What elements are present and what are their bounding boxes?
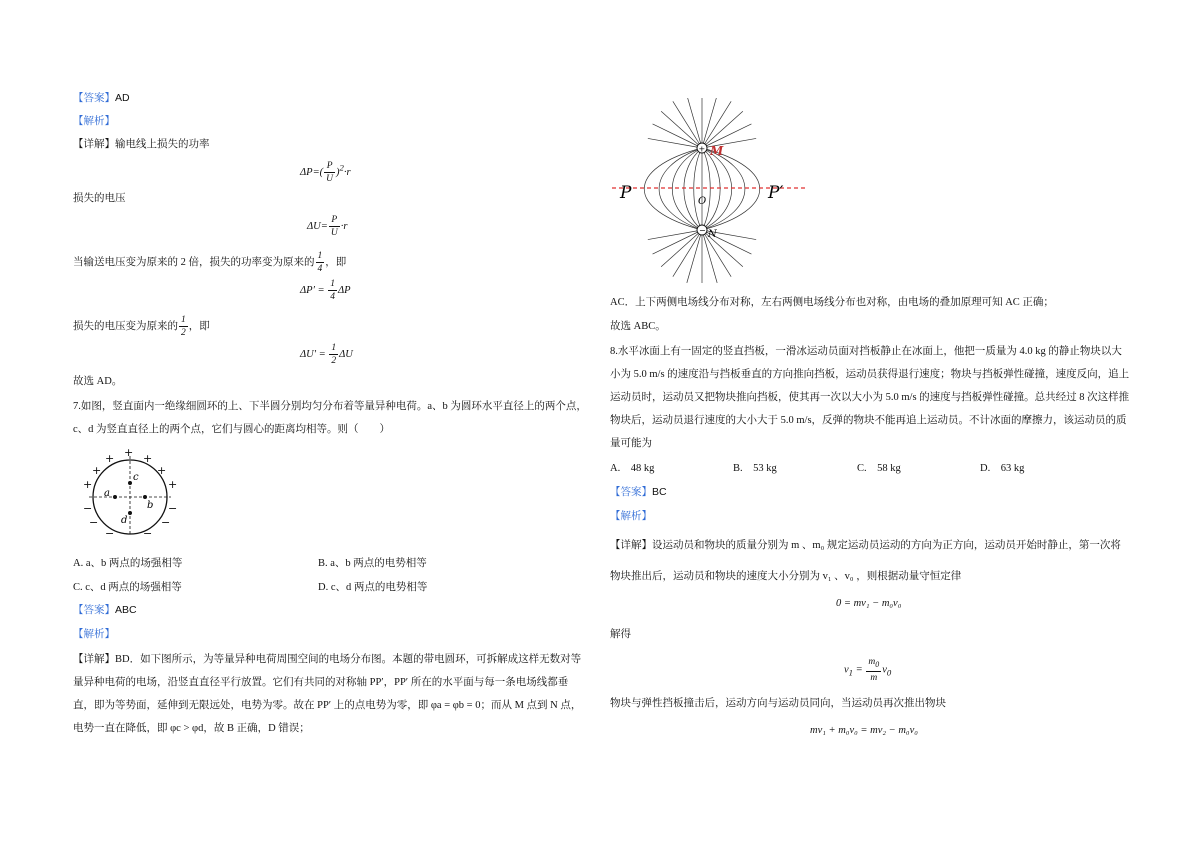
conclusion-2: 故选 ABC。	[610, 321, 666, 332]
detail-tag: 【详解】	[610, 540, 652, 551]
answer-tag: 【答案】	[73, 604, 115, 616]
equation-power-loss: ΔP=( $\frac{P}{U}$ )$^2$·r	[300, 161, 351, 184]
svg-text:+: +	[157, 464, 167, 477]
detail-1	[73, 136, 210, 154]
label-N: N	[708, 229, 717, 240]
text-voltage-loss: 损失的电压	[73, 193, 126, 204]
electric-field-diagram	[610, 98, 810, 283]
equation-momentum-1: 0 = mv₁ − m₀v₀	[836, 598, 902, 609]
detail-text: BD．如下图所示，为等量异种电荷周围空间的电场分布图。本题的带电圆环，可拆解成这样无数对等量异种电荷的电场，沿竖直直径平行放置。它们有共同的对称轴 PP′，PP′ 所在的水平面与每一条电场线都垂直，即为等势面，延伸到无限远处，电势为零。故在 PP′ 上的点电势为零，即 φa = φb = 0；而从 M 点到 N 点，电势一直在降低，即 φc > φd，故 B 正确，D 错误；	[73, 654, 582, 734]
svg-text:−: −	[161, 516, 171, 529]
detail-2	[73, 648, 588, 740]
option-7b: B. a、b 两点的电势相等	[318, 558, 427, 569]
svg-text:−: −	[89, 516, 99, 529]
svg-text:+: +	[83, 478, 93, 491]
answer-1	[73, 89, 130, 108]
equation-voltage-loss: ΔU= $\frac{P}{U}$ ·r	[307, 215, 348, 238]
text-voltage-change: 损失的电压变为原来的 $\frac{1}{2}$ ，即	[73, 315, 210, 338]
question-7-text: 7.如图，竖直面内一绝缘细圆环的上、下半圆分别均匀分布着等量异种电荷。a、b 为圆环水平直径上的两个点，c、d 为竖直直径上的两个点，它们与圆心的距离均相等。则（ ）	[73, 401, 587, 435]
option-7a: A. a、b 两点的场强相等	[73, 558, 183, 569]
text-solve: 解得	[610, 629, 631, 640]
svg-text:−: −	[83, 502, 93, 515]
option-8b: B. 53 kg	[733, 463, 777, 474]
label-b: b	[147, 500, 154, 511]
answer-tag: 【答案】	[73, 92, 115, 104]
answer-value: ABC	[115, 604, 137, 616]
answer-value: AD	[115, 92, 130, 104]
analysis-tag-1: 【解析】	[73, 115, 115, 127]
question-8-text: 8.水平冰面上有一固定的竖直挡板，一滑冰运动员面对挡板静止在冰面上，他把一质量为 4.0 kg 的静止物块以大小为 5.0 m/s 的速度沿与挡板垂直的方向推向挡板，运动员获得退行速度；物块与挡板弹性碰撞，速度反向，追上运动员时，运动员又把物块推向挡板，使其再一次以大小为 5.0 m/s 的速度与挡板弹性碰撞。总共经过 8 次这样推物块后，运动员退行速度的大小大于 5.0 m/s，反弹的物块不能再追上运动员。不计冰面的摩擦力，该运动员的质量可能为	[610, 346, 1130, 449]
option-8a: A. 48 kg	[610, 463, 655, 474]
analysis-tag-3: 【解析】	[610, 510, 652, 522]
svg-text:+: +	[105, 452, 115, 465]
svg-text:−: −	[143, 527, 153, 538]
label-P-prime: P′	[768, 183, 784, 203]
option-7c: C. c、d 两点的场强相等	[73, 582, 182, 593]
svg-text:+: +	[124, 448, 134, 459]
equation-new-voltage: ΔU′ = $\frac{1}{2}$ ΔU	[300, 343, 353, 366]
label-a: a	[104, 488, 110, 499]
detail-tag: 【详解】	[73, 139, 115, 150]
svg-text:+: +	[92, 464, 102, 477]
text-power-change: 当输送电压变为原来的 2 倍，损失的功率变为原来的 $\frac{1}{4}$ ，即	[73, 251, 347, 274]
detail-3	[610, 530, 1130, 592]
charged-ring-diagram	[75, 448, 185, 538]
label-d: d	[121, 515, 128, 526]
answer-2	[73, 601, 137, 620]
detail-text: 输电线上损失的功率	[115, 139, 210, 150]
label-c: c	[133, 472, 139, 483]
equation-momentum-2: mv₁ + m₀v₀ = mv₂ − m₀v₀	[810, 725, 918, 736]
svg-text:+: +	[698, 144, 706, 154]
answer-tag: 【答案】	[610, 486, 652, 498]
label-M: M	[710, 144, 724, 158]
detail-text: 设运动员和物块的质量分别为 m 、m₀ 规定运动员运动的方向为正方向，运动员开始时静止，第一次将物块推出后，运动员和物块的速度大小分别为 v₁ 、v₀ ，则根据动量守恒定律	[610, 540, 1121, 582]
answer-3	[610, 483, 667, 502]
svg-text:−: −	[105, 527, 115, 538]
option-8d: D. 63 kg	[980, 463, 1025, 474]
equation-v1: $v_1$ = $\frac{m_0}{m}$ $v_0$	[844, 657, 892, 683]
option-7d: D. c、d 两点的电势相等	[318, 582, 428, 593]
answer-value: BC	[652, 486, 667, 498]
svg-text:+: +	[168, 478, 178, 491]
option-8c: C. 58 kg	[857, 463, 901, 474]
label-P: P	[620, 183, 632, 203]
label-O: O	[698, 196, 707, 207]
svg-text:−: −	[168, 502, 178, 515]
conclusion-1: 故选 AD。	[73, 376, 123, 387]
ac-explanation: AC．上下两侧电场线分布对称，左右两侧电场线分布也对称，由电场的叠加原理可知 AC 正确；	[610, 297, 1054, 308]
svg-text:−: −	[699, 226, 706, 235]
text-after-collision: 物块与弹性挡板撞击后，运动方向与运动员同向，当运动员再次推出物块	[610, 698, 946, 709]
svg-text:+: +	[143, 452, 153, 465]
analysis-tag-2: 【解析】	[73, 628, 115, 640]
equation-new-power: ΔP′ = $\frac{1}{4}$ ΔP	[300, 279, 351, 302]
detail-tag: 【详解】	[73, 654, 115, 665]
